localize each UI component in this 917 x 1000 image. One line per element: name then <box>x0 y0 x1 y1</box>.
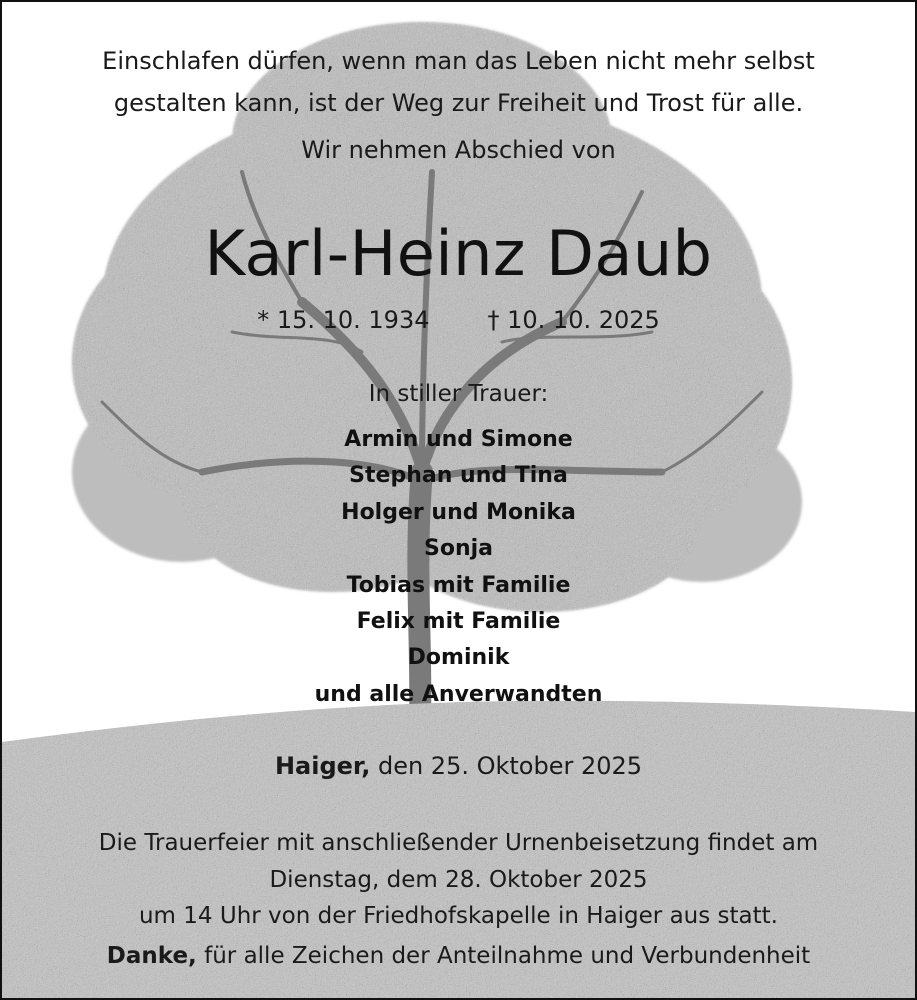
service-line: Dienstag, dem 28. Oktober 2025 <box>269 866 648 893</box>
service-line: Die Trauerfeier mit anschließender Urnenbeisetzung findet am <box>98 830 819 856</box>
mourner: Armin und Simone <box>344 427 573 452</box>
place: Haiger, <box>274 752 371 780</box>
thanks-text: für alle Zeichen der Anteilnahme und Verbundenheit <box>204 943 811 969</box>
verse-line: Einschlafen dürfen, wenn man das Leben nicht mehr selbst <box>102 47 815 75</box>
place-date <box>2 752 915 780</box>
verse-line: gestalten kann, ist der Weg zur Freiheit und Trost für alle. <box>113 89 804 117</box>
mourner: Sonja <box>423 536 493 562</box>
death-date: † 10. 10. 2025 <box>487 306 660 334</box>
thanks-lead: Danke, <box>106 943 197 969</box>
deceased-name: Karl-Heinz Daub <box>204 217 713 290</box>
service-info <box>2 825 915 935</box>
mourner: und alle Anverwandten <box>314 681 603 707</box>
mourner: Dominik <box>407 645 510 671</box>
verse <box>2 40 915 124</box>
mourner: Felix mit Familie <box>356 609 561 635</box>
thanks <box>2 943 915 969</box>
life-dates <box>2 306 915 334</box>
mourner: Tobias mit Familie <box>346 572 571 598</box>
mourner: Holger und Monika <box>341 499 576 525</box>
birth-date: * 15. 10. 1934 <box>257 306 430 334</box>
service-line: um 14 Uhr von der Friedhofskapelle in Haiger aus statt. <box>138 903 778 929</box>
lead-in: Wir nehmen Abschied von <box>301 136 616 164</box>
mourner: Stephan und Tina <box>349 463 568 489</box>
mourning-label: In stiller Trauer: <box>368 381 549 407</box>
mourners-list <box>2 422 915 713</box>
date: den 25. Oktober 2025 <box>377 752 643 780</box>
